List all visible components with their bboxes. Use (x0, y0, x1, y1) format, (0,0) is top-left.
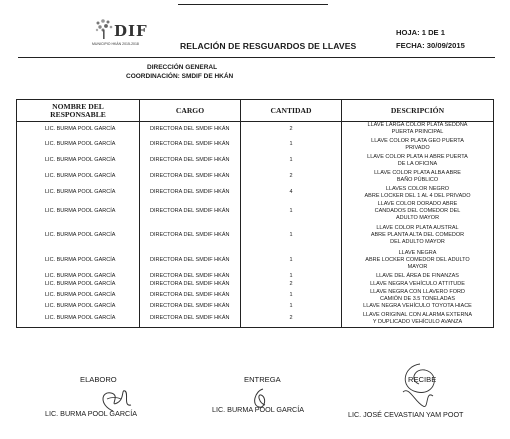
descripcion-line: BAÑO PÚBLICO (396, 176, 439, 183)
cargo-cell: DIRECTORA DEL SMDIF HKÁN (140, 185, 241, 201)
cargo-cell: DIRECTORA DEL SMDIF HKÁN (140, 222, 241, 249)
cargo-cell: DIRECTORA DEL SMDIF HKÁN (140, 249, 241, 273)
descripcion-line: LLAVE LARGA COLOR PLATA SEDDNA (367, 122, 468, 129)
cantidad-cell: 2 (241, 311, 342, 328)
responsable-cell: LIC. BURMA POOL GARCÍA (17, 311, 140, 328)
descripcion-cell (342, 289, 494, 303)
cantidad-cell: 2 (241, 169, 342, 185)
tree-icon (94, 18, 114, 40)
descripcion-cell (342, 281, 494, 289)
descripcion-line: PUERTA PRINCIPAL (391, 129, 444, 136)
descripcion-cell (342, 122, 494, 137)
descripcion-cell (342, 222, 494, 249)
table-row (17, 222, 494, 249)
descripcion-line: LLAVE NEGRA (398, 250, 437, 256)
dif-logo (92, 18, 156, 48)
header-divider (18, 57, 495, 58)
table-row (17, 273, 494, 281)
table-header-row (17, 100, 494, 122)
document-title: RELACIÓN DE RESGUARDOS DE LLAVES (180, 41, 357, 51)
logo-brand: DIF (114, 22, 148, 40)
table-row (17, 281, 494, 289)
descripcion-cell (342, 249, 494, 273)
table-row (17, 311, 494, 328)
cargo-cell: DIRECTORA DEL SMDIF HKÁN (140, 169, 241, 185)
descripcion-line: LLAVE NEGRA VEHÍCULO ATTITUDE (370, 281, 465, 287)
coordinacion-label: COORDINACIÓN: SMDIF DE HKÁN (126, 73, 234, 80)
descripcion-line: Y DUPLICADO VEHÍCULO AVANZA (372, 318, 463, 325)
cargo-cell: DIRECTORA DEL SMDIF HKÁN (140, 303, 241, 311)
descripcion-line: LLAVE NEGRA CON LLAVERO FORD (370, 288, 465, 295)
table-row (17, 169, 494, 185)
descripcion-line: DEL ADULTO MAYOR (390, 238, 445, 245)
descripcion-line: ADULTO MAYOR (395, 214, 440, 221)
descripcion-cell (342, 303, 494, 311)
cantidad-cell: 1 (241, 249, 342, 273)
column-header-responsable: NOMBRE DEL RESPONSABLE (17, 100, 140, 122)
descripcion-cell (342, 153, 494, 169)
table-row (17, 201, 494, 222)
table-row (17, 185, 494, 201)
descripcion-line: DE LA OFICINA (397, 160, 438, 167)
cargo-cell: DIRECTORA DEL SMDIF HKÁN (140, 153, 241, 169)
descripcion-line: LLAVE NEGRA VEHÍCULO TOYOTA HIACE (363, 303, 472, 309)
column-header-cantidad: CANTIDAD (241, 100, 342, 122)
page-top-edge (178, 4, 328, 5)
descripcion-line: LLAVES COLOR NEGRO (385, 185, 450, 192)
descripcion-line: LLAVE DEL ÁREA DE FINANZAS (376, 273, 459, 279)
page-number: HOJA: 1 DE 1 (396, 28, 445, 37)
cantidad-cell: 1 (241, 153, 342, 169)
document-date: FECHA: 30/09/2015 (396, 41, 465, 50)
cantidad-cell: 1 (241, 222, 342, 249)
entrega-name: LIC. BURMA POOL GARCÍA (212, 405, 304, 414)
descripcion-line: LLAVE COLOR PLATA ALBA ABRE (374, 169, 461, 176)
descripcion-line: ABRE PLANTA ALTA DEL COMEDOR (370, 231, 465, 238)
descripcion-line: ABRE LOCKER COMEDOR DEL ADULTO (365, 257, 470, 263)
descripcion-line: PRIVADO (405, 144, 430, 151)
recibe-signature (395, 362, 445, 417)
responsable-cell: LIC. BURMA POOL GARCÍA (17, 137, 140, 153)
responsable-cell: LIC. BURMA POOL GARCÍA (17, 169, 140, 185)
cantidad-cell: 1 (241, 303, 342, 311)
responsable-cell: LIC. BURMA POOL GARCÍA (17, 281, 140, 289)
table-row (17, 303, 494, 311)
responsable-cell: LIC. BURMA POOL GARCÍA (17, 185, 140, 201)
cargo-cell: DIRECTORA DEL SMDIF HKÁN (140, 201, 241, 222)
responsable-cell: LIC. BURMA POOL GARCÍA (17, 249, 140, 273)
cargo-cell: DIRECTORA DEL SMDIF HKÁN (140, 273, 241, 281)
entrega-label: ENTREGA (244, 375, 281, 384)
descripcion-line: CANDADOS DEL COMEDOR DEL (374, 207, 461, 214)
cargo-cell: DIRECTORA DEL SMDIF HKÁN (140, 289, 241, 303)
descripcion-line: CAMIÓN DE 3.5 TONELADAS (380, 295, 455, 302)
cantidad-cell: 1 (241, 273, 342, 281)
table-row (17, 249, 494, 273)
descripcion-line: MAYOR (407, 264, 428, 270)
direccion-label: DIRECCIÓN GENERAL (147, 64, 218, 71)
descripcion-cell (342, 311, 494, 328)
responsable-cell: LIC. BURMA POOL GARCÍA (17, 201, 140, 222)
recibe-label: RECIBE (408, 375, 437, 384)
cantidad-cell: 1 (241, 137, 342, 153)
descripcion-cell (342, 273, 494, 281)
cantidad-cell: 1 (241, 289, 342, 303)
cargo-cell: DIRECTORA DEL SMDIF HKÁN (140, 311, 241, 328)
cantidad-cell: 2 (241, 122, 342, 137)
cargo-cell: DIRECTORA DEL SMDIF HKÁN (140, 137, 241, 153)
descripcion-cell (342, 201, 494, 222)
recibe-name: LIC. JOSÉ CEVASTIAN YAM POOT (348, 410, 464, 419)
cantidad-cell: 2 (241, 281, 342, 289)
responsable-cell: LIC. BURMA POOL GARCÍA (17, 153, 140, 169)
descripcion-cell (342, 169, 494, 185)
elaboro-label: ELABORO (80, 375, 117, 384)
column-header-descripcion: DESCRIPCIÓN (342, 100, 494, 122)
logo-subtext: MUNICIPIO HKÁN 2015-2018 (92, 42, 139, 46)
cantidad-cell: 4 (241, 185, 342, 201)
descripcion-line: LLAVE COLOR PLATA GEO PUERTA (371, 137, 464, 144)
elaboro-name: LIC. BURMA POOL GARCÍA (45, 409, 137, 418)
keys-table (16, 99, 494, 328)
descripcion-line: LLAVE ORIGINAL CON ALARMA EXTERNA (362, 311, 473, 318)
table-row (17, 289, 494, 303)
descripcion-line: LLAVE COLOR PLATA H ABRE PUERTA (367, 153, 468, 160)
responsable-cell: LIC. BURMA POOL GARCÍA (17, 222, 140, 249)
descripcion-line: ABRE LOCKER DEL 1 AL 4 DEL PRIVADO (364, 192, 471, 199)
responsable-cell: LIC. BURMA POOL GARCÍA (17, 273, 140, 281)
table-row (17, 137, 494, 153)
cargo-cell: DIRECTORA DEL SMDIF HKÁN (140, 122, 241, 137)
responsable-cell: LIC. BURMA POOL GARCÍA (17, 122, 140, 137)
cantidad-cell: 1 (241, 201, 342, 222)
descripcion-line: LLAVE COLOR PLATA AUSTRAL (376, 224, 459, 231)
descripcion-cell (342, 185, 494, 201)
responsable-cell: LIC. BURMA POOL GARCÍA (17, 289, 140, 303)
table-row (17, 122, 494, 137)
cargo-cell: DIRECTORA DEL SMDIF HKÁN (140, 281, 241, 289)
responsable-cell: LIC. BURMA POOL GARCÍA (17, 303, 140, 311)
descripcion-line: LLAVE COLOR DORADO ABRE (377, 200, 458, 207)
descripcion-cell (342, 137, 494, 153)
table-row (17, 153, 494, 169)
column-header-cargo: CARGO (140, 100, 241, 122)
